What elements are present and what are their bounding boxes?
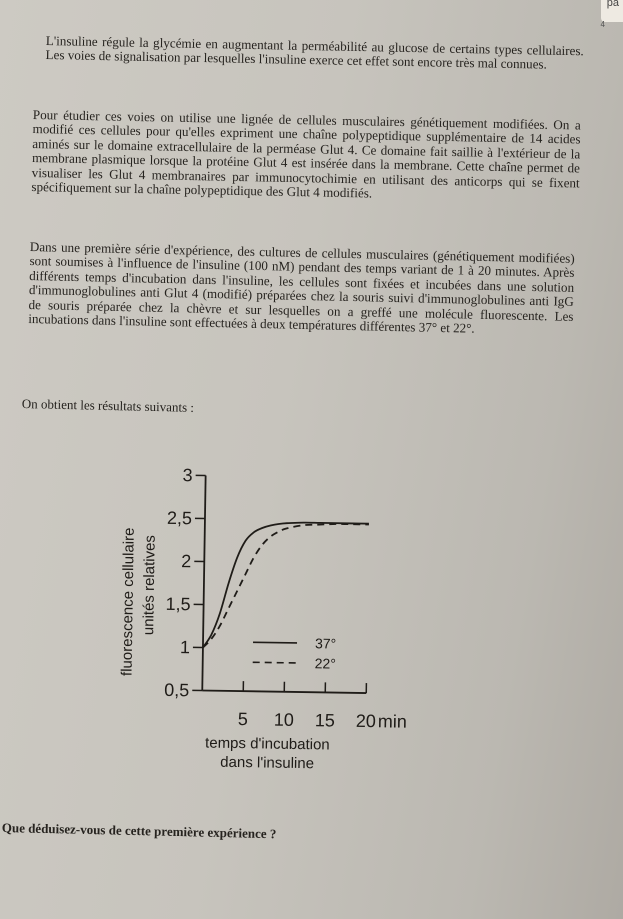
y-tick-label: 1 xyxy=(179,637,191,658)
corner-text: pa xyxy=(606,0,619,9)
x-tick-label: 5 xyxy=(237,709,248,730)
question: Que déduisez-vous de cette première expérience ? xyxy=(1,820,277,842)
y-tick-label: 2,5 xyxy=(166,507,193,529)
x-axis-title: temps d'incubation xyxy=(205,734,330,754)
legend-label-0: 37° xyxy=(314,635,337,652)
page-corner xyxy=(601,0,623,22)
x-axis-title-line2: dans l'insuline xyxy=(220,753,315,773)
x-unit-label: min xyxy=(377,711,407,732)
y-tick-label: 3 xyxy=(182,465,193,486)
fluorescence-chart xyxy=(105,452,430,787)
page-number: 4 xyxy=(600,20,605,29)
y-axis-title: fluorescence cellulaire xyxy=(118,527,138,677)
paragraph-method: Pour étudier ces voies on utilise une lignée de cellules musculaires génétiquement modifiées. On a modifié ces cellules pour qu'elles expriment une chaîne polypeptidique supplémentaire de 14 acides aminés sur le domaine extracellulaire de la perméase Glut 4. Ce domaine fait saillie à l'extérieur de la membrane plasmique lorsque la protéine Glut 4 est insérée dans la membrane. Cette chaîne permet de visualiser les Glut 4 membranaires par immunocytochimie en utilisant des anticorps qui se fixent spécifiquement sur la chaîne polypeptidique des Glut 4 modifiés. xyxy=(31,107,581,201)
series-line-0 xyxy=(203,521,369,650)
y-tick-label: 2 xyxy=(181,551,192,572)
legend-swatch-1 xyxy=(253,662,297,663)
x-tick-label: 20 xyxy=(355,710,376,732)
legend-label-1: 22° xyxy=(314,655,337,672)
x-tick-label: 15 xyxy=(314,710,335,731)
legend-swatch-0 xyxy=(253,642,297,643)
y-axis-title-line2: unités relatives xyxy=(140,534,159,636)
x-tick-label: 10 xyxy=(273,709,294,730)
y-tick-label: 0,5 xyxy=(164,679,190,701)
y-tick-label: 1,5 xyxy=(165,593,191,615)
paragraph-experiment: Dans une première série d'expérience, des cultures de cellules musculaires (génétiquement modifiées) sont soumises à l'influence de l'insuline (100 nM) pendant des temps variant de 1 à 20 minutes. Après différents temps d'incubation dans l'insuline, les cellules sont fixées et incubées dans une solution d'immunoglobulines anti Glut 4 (modifié) préparées chez la souris suivi d'immunoglobulines anti IgG de souris préparée chez la chèvre et sur lesquelles on a greffé une molécule fluorescente. Les incubations dans l'insuline sont effectuées à deux températures différentes 37° et 22°. xyxy=(28,239,575,336)
paragraph-intro: L'insuline régule la glycémie en augmentant la perméabilité au glucose de certains types cellulaires. Les voies de signalisation par lesquelles l'insuline exerce cet effet sont encore très mal connues. xyxy=(45,33,584,73)
results-intro: On obtient les résultats suivants : xyxy=(21,396,195,415)
y-axis-line xyxy=(202,476,205,691)
